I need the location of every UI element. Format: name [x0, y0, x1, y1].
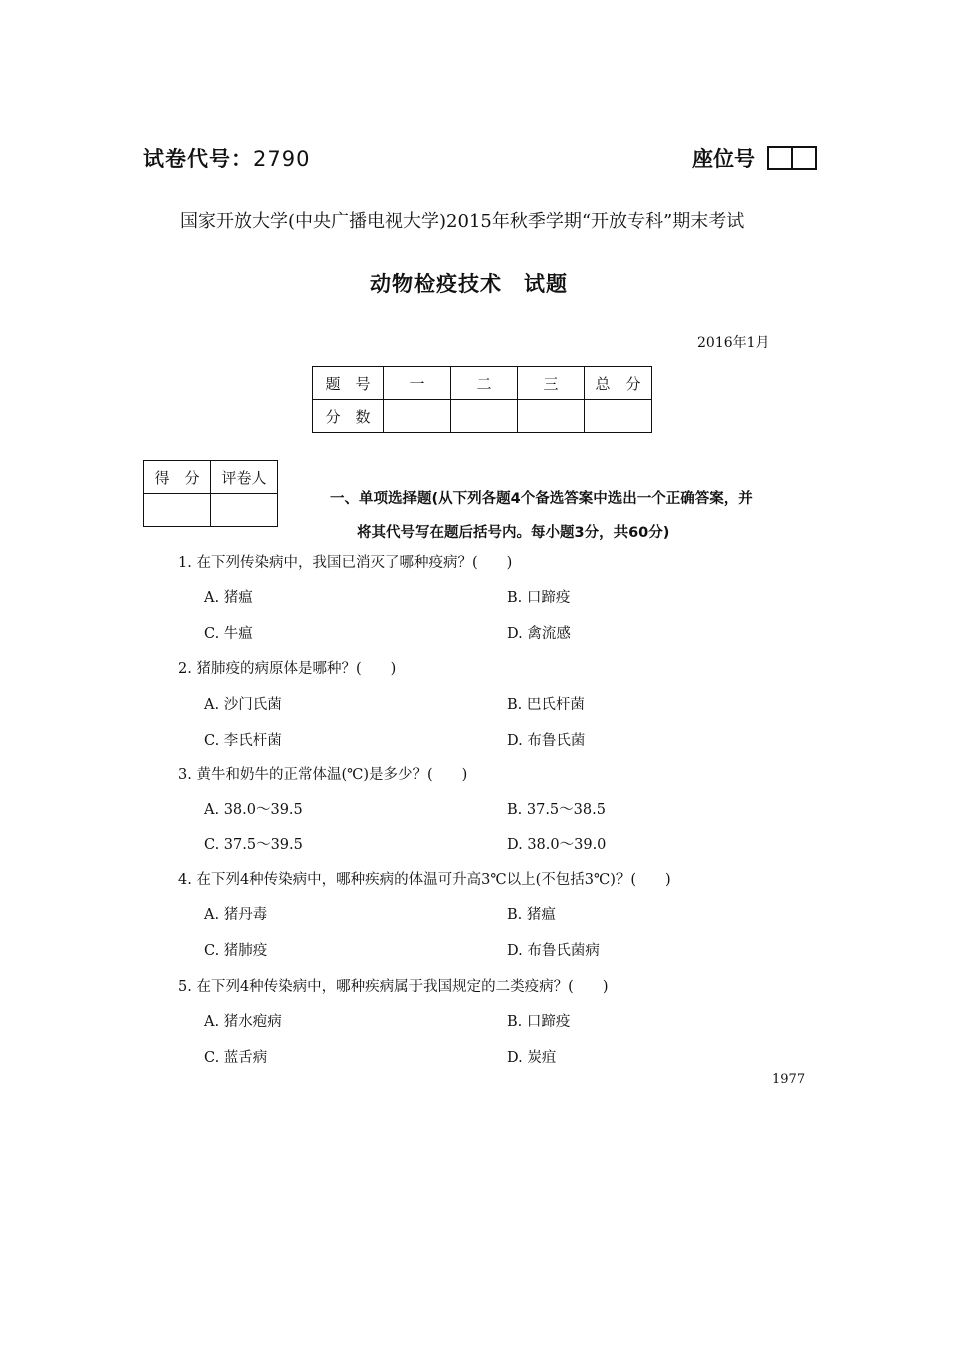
question-2-option-c[interactable]: C. 李氏杆菌 [204, 733, 282, 749]
question-5-option-c[interactable]: C. 蓝舌病 [204, 1050, 268, 1066]
grader-name-label: 评卷人 [211, 461, 278, 494]
question-2: 2. 猪肺疫的病原体是哪种？( ) [178, 661, 397, 677]
question-5-option-a[interactable]: A. 猪水疱病 [204, 1014, 282, 1030]
grader-table [143, 460, 278, 527]
question-4: 4. 在下列4种传染病中，哪种疾病的体温可升高3℃以上(不包括3℃)？( ) [178, 872, 671, 888]
score-table-cell: 三 [518, 367, 585, 400]
question-2-option-a[interactable]: A. 沙门氏菌 [204, 697, 282, 713]
question-3-option-d[interactable]: D. 38.0～39.0 [507, 837, 607, 853]
question-5-option-d[interactable]: D. 炭疽 [507, 1050, 557, 1066]
section-heading-line1: 一、单项选择题(从下列各题4个备选答案中选出一个正确答案，并 [330, 491, 753, 507]
grader-score-label: 得 分 [144, 461, 211, 494]
page-number: 1977 [772, 1072, 806, 1087]
grader-table-entry-row [144, 494, 278, 527]
question-3-option-b[interactable]: B. 37.5～38.5 [507, 802, 606, 818]
question-1-option-a[interactable]: A. 猪瘟 [204, 590, 253, 606]
subject-title: 动物检疫技术 试题 [370, 272, 568, 296]
exam-code-value: 2790 [253, 147, 311, 171]
question-1-option-c[interactable]: C. 牛瘟 [204, 626, 253, 642]
section-heading-line2: 将其代号写在题后括号内。每小题3分，共60分) [357, 525, 670, 541]
score-table-cell: 题 号 [313, 367, 384, 400]
question-3-option-a[interactable]: A. 38.0～39.5 [204, 802, 303, 818]
question-4-option-a[interactable]: A. 猪丹毒 [204, 907, 268, 923]
score-table-cell: 总 分 [585, 367, 652, 400]
question-1-option-b[interactable]: B. 口蹄疫 [507, 590, 571, 606]
score-entry-cell[interactable] [585, 400, 652, 433]
question-2-option-b[interactable]: B. 巴氏杆菌 [507, 697, 585, 713]
question-3-option-c[interactable]: C. 37.5～39.5 [204, 837, 303, 853]
question-1-option-d[interactable]: D. 禽流感 [507, 626, 571, 642]
section-heading [330, 482, 830, 550]
score-entry-cell[interactable] [384, 400, 451, 433]
score-entry-cell[interactable] [451, 400, 518, 433]
grader-score-cell[interactable] [144, 494, 211, 527]
seat-number-box[interactable] [767, 146, 817, 170]
question-5: 5. 在下列4种传染病中，哪种疾病属于我国规定的二类疫病？( ) [178, 979, 609, 995]
question-1: 1. 在下列传染病中，我国已消灭了哪种疫病？( ) [178, 555, 513, 571]
score-table-header-row [313, 367, 652, 400]
seat-number-label: 座位号 [692, 147, 755, 171]
question-4-option-d[interactable]: D. 布鲁氏菌病 [507, 943, 600, 959]
score-entry-cell[interactable] [518, 400, 585, 433]
score-table-cell: 二 [451, 367, 518, 400]
grader-name-cell[interactable] [211, 494, 278, 527]
question-5-option-b[interactable]: B. 口蹄疫 [507, 1014, 571, 1030]
score-table [312, 366, 652, 433]
question-3: 3. 黄牛和奶牛的正常体温(℃)是多少？( ) [178, 767, 468, 783]
exam-date: 2016年1月 [697, 335, 770, 351]
exam-code [143, 143, 310, 173]
exam-title: 国家开放大学(中央广播电视大学)2015年秋季学期“开放专科”期末考试 [180, 211, 745, 232]
question-2-option-d[interactable]: D. 布鲁氏菌 [507, 733, 586, 749]
score-table-score-row [313, 400, 652, 433]
question-4-option-c[interactable]: C. 猪肺疫 [204, 943, 268, 959]
grader-table-header-row [144, 461, 278, 494]
score-table-cell: 一 [384, 367, 451, 400]
question-4-option-b[interactable]: B. 猪瘟 [507, 907, 556, 923]
exam-code-label: 试卷代号： [143, 147, 253, 171]
score-table-cell: 分 数 [313, 400, 384, 433]
